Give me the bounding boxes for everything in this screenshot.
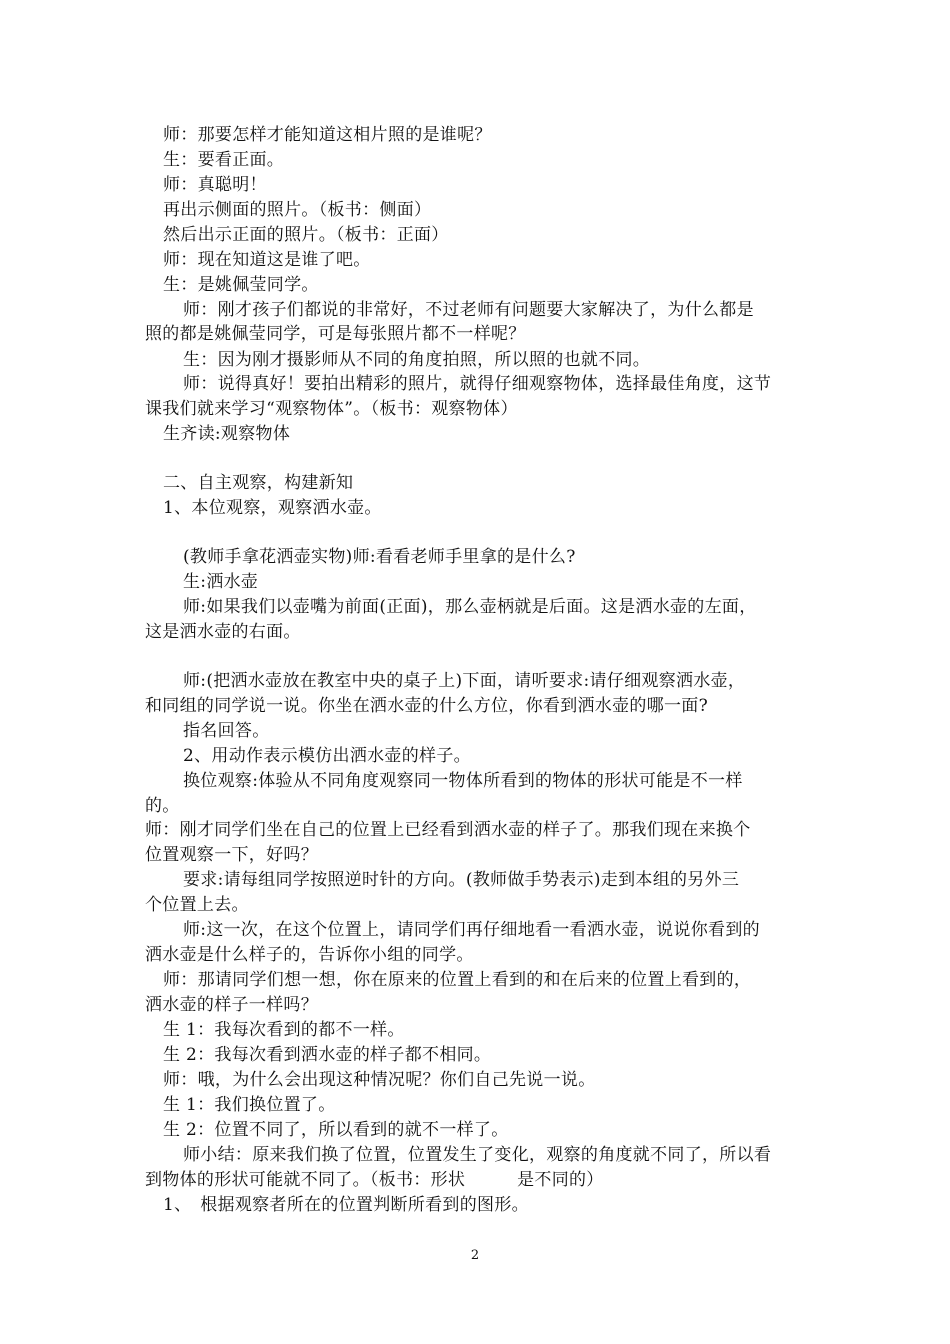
- text-line: 个位置上去。: [145, 895, 249, 915]
- text-line: 师：那请同学们想一想，你在原来的位置上看到的和在后来的位置上看到的，: [163, 970, 752, 990]
- text-line: 这是洒水壶的右面。: [145, 622, 301, 642]
- text-line: 洒水壶的样子一样吗？: [145, 995, 318, 1015]
- text-line: 洒水壶是什么样子的，告诉你小组的同学。: [145, 945, 474, 965]
- section-heading: 二、自主观察，构建新知: [163, 473, 354, 493]
- text-line: 师：刚才孩子们都说的非常好，不过老师有问题要大家解决了，为什么都是: [183, 300, 754, 320]
- text-line: 师:(把洒水壶放在教室中央的桌子上)下面，请听要求:请仔细观察洒水壶，: [183, 671, 746, 691]
- text-line: 课我们就来学习“观察物体”。（板书：观察物体）: [145, 399, 518, 419]
- text-line: 生 2：我每次看到洒水壶的样子都不相同。: [163, 1045, 492, 1065]
- text-line: 位置观察一下，好吗？: [145, 845, 318, 865]
- text-line: 师:如果我们以壶嘴为前面(正面)，那么壶柄就是后面。这是洒水壶的左面，: [183, 597, 757, 617]
- text-line: 师:这一次，在这个位置上，请同学们再仔细地看一看洒水壶，说说你看到的: [183, 920, 760, 940]
- text-line: 生：要看正面。: [163, 150, 285, 170]
- text-line: 师：那要怎样才能知道这相片照的是谁呢？: [163, 125, 492, 145]
- text-line: 指名回答。: [183, 721, 270, 741]
- text-line: 师小结：原来我们换了位置，位置发生了变化，观察的角度就不同了，所以看: [183, 1145, 772, 1165]
- text-line: 1、 根据观察者所在的位置判断所看到的图形。: [163, 1195, 529, 1215]
- text-line: 和同组的同学说一说。你坐在洒水壶的什么方位，你看到洒水壶的哪一面?: [145, 696, 709, 716]
- text-line: 师：真聪明！: [163, 175, 267, 195]
- text-line: 生齐读:观察物体: [163, 424, 291, 444]
- text-line: 生 1：我们换位置了。: [163, 1095, 336, 1115]
- text-line: 生:洒水壶: [183, 572, 259, 592]
- text-line: 的。: [145, 796, 180, 816]
- text-line: 师：说得真好！要拍出精彩的照片，就得仔细观察物体，选择最佳角度，这节: [183, 374, 772, 394]
- text-line: 生 1：我每次看到的都不一样。: [163, 1020, 405, 1040]
- text-line: 2、用动作表示模仿出洒水壶的样子。: [183, 746, 471, 766]
- text-line: 换位观察:体验从不同角度观察同一物体所看到的物体的形状可能是不一样: [183, 771, 743, 791]
- text-line: 再出示侧面的照片。（板书：侧面）: [163, 200, 432, 220]
- text-line: 师：现在知道这是谁了吧。: [163, 250, 371, 270]
- page-number: 2: [470, 1248, 480, 1263]
- text-line: 要求:请每组同学按照逆时针的方向。(教师做手势表示)走到本组的另外三: [183, 870, 740, 890]
- text-line: 1、本位观察，观察洒水壶。: [163, 498, 382, 518]
- text-line: 照的都是姚佩莹同学，可是每张照片都不一样呢？: [145, 324, 526, 344]
- text-line: 生 2：位置不同了，所以看到的就不一样了。: [163, 1120, 509, 1140]
- text-line: (教师手拿花洒壶实物)师:看看老师手里拿的是什么?: [183, 547, 576, 567]
- text-line: 到物体的形状可能就不同了。（板书：形状 是不同的）: [145, 1170, 604, 1190]
- text-line: 生：因为刚才摄影师从不同的角度拍照，所以照的也就不同。: [183, 350, 651, 370]
- text-line: 师：哦，为什么会出现这种情况呢？你们自己先说一说。: [163, 1070, 596, 1090]
- text-line: 师：刚才同学们坐在自己的位置上已经看到洒水壶的样子了。那我们现在来换个: [145, 820, 751, 840]
- text-line: 然后出示正面的照片。（板书：正面）: [163, 225, 449, 245]
- text-line: 生：是姚佩莹同学。: [163, 275, 319, 295]
